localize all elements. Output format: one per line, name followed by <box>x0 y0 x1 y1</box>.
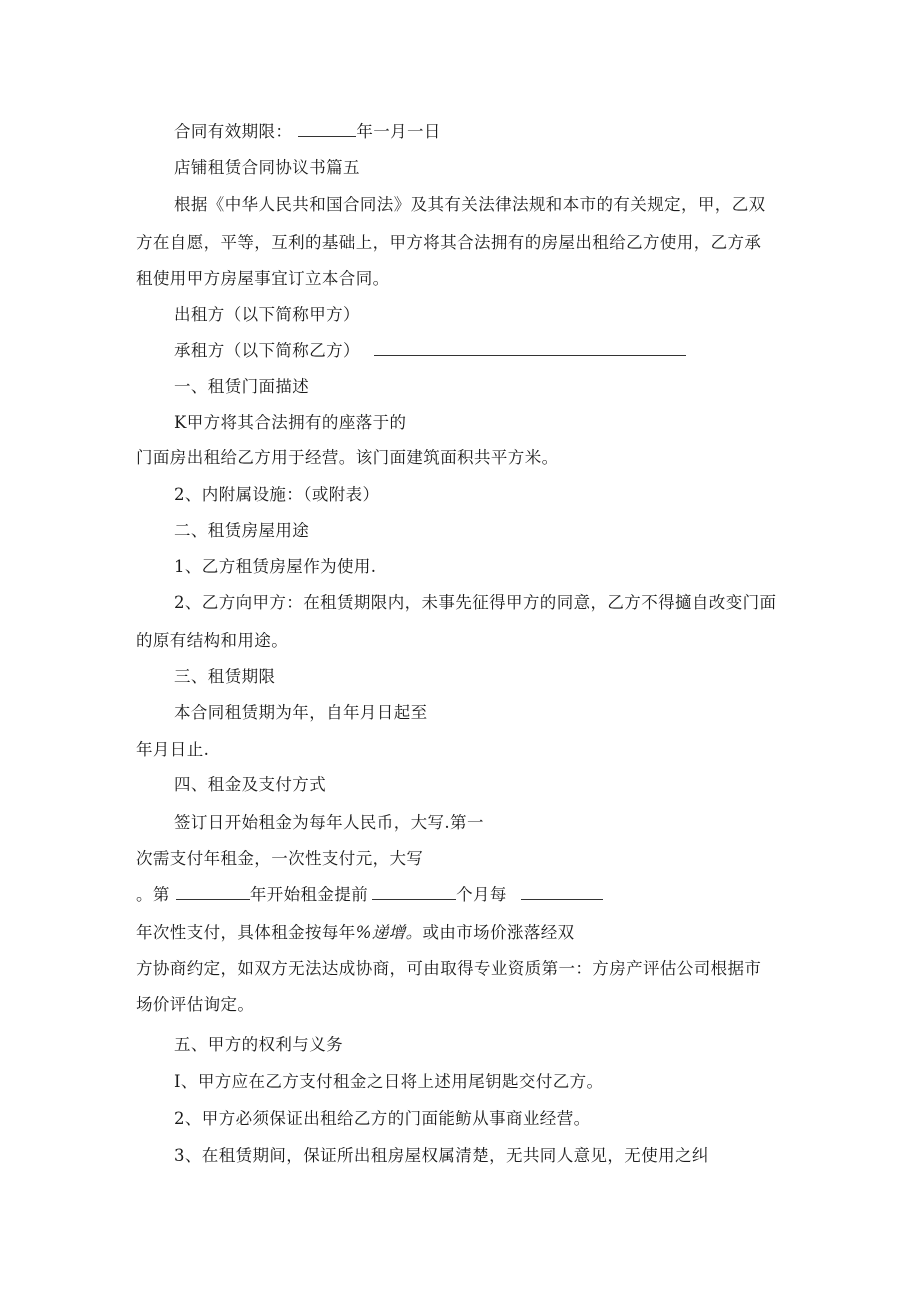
s5-title: 五、甲方的权利与义务 <box>174 1035 343 1054</box>
s4-title: 四、租金及支付方式 <box>174 775 327 794</box>
s1-item1-b: 门面房出租给乙方用于经营。该门面建筑面积共平方米。 <box>136 448 559 467</box>
s1-title: 一、租赁门面描述 <box>174 377 310 396</box>
s4-blank-1 <box>176 885 250 900</box>
s2-title: 二、租赁房屋用途 <box>174 521 310 540</box>
s4-text-a: 签订日开始租金为每年人民币，大写.第一 <box>174 813 484 832</box>
s2-item2-a: 2、乙方向甲方：在租赁期限内，未事先征得甲方的同意，乙方不得擿自改变门面 <box>174 593 777 612</box>
intro-line-2: 方在自愿，平等，互利的基础上，甲方将其合法拥有的房屋出租给乙方使用，乙方承 <box>136 233 762 252</box>
s5-item3: 3、在租赁期间，保证所出租房屋权属清楚，无共同人意见，无使用之纠 <box>174 1146 709 1165</box>
s4-text-d <box>136 922 575 944</box>
s4-text-b: 次需支付年租金，一次性支付元，大写 <box>136 849 424 868</box>
s1-item1-a: K甲方将其合法拥有的座落于的 <box>174 413 407 432</box>
s2-item1: 1、乙方租赁房屋作为使用. <box>174 557 377 576</box>
s3-text-a: 本合同租赁期为年，自年月日起至 <box>174 703 428 722</box>
s4-text-d1: 年次性支付，具体租金按每年 <box>136 923 356 942</box>
s4-text-d3: 或由市场价涨落经双 <box>422 923 575 942</box>
lessee-label: 承租方（以下简称乙方） <box>174 341 360 360</box>
validity-blank <box>298 122 356 137</box>
intro-line-3: 租使用甲方房屋事宜订立本合同。 <box>136 269 390 288</box>
s2-item2-b: 的原有结构和用途。 <box>136 631 289 650</box>
s4-blank-2 <box>372 885 456 900</box>
s4-text-c3: 个月每 <box>456 885 507 904</box>
s3-text-b: 年月日止. <box>136 740 210 759</box>
s4-text-c <box>136 884 603 906</box>
intro-line-1: 根据《中华人民共和国合同法》及其有关法律法规和本市的有关规定，甲，乙双 <box>174 195 766 214</box>
validity-label: 合同有效期限： <box>174 122 293 141</box>
section-title: 店铺租赁合同协议书篇五 <box>174 158 360 177</box>
lessee-blank <box>374 341 686 356</box>
s5-item2: 2、甲方必须保证出租给乙方的门面能鲂从事商业经营。 <box>174 1109 591 1128</box>
s4-text-c1: 。第 <box>136 885 170 904</box>
s5-item1: I、甲方应在乙方支付租金之日将上述用尾钥匙交付乙方。 <box>174 1072 604 1091</box>
lessor-line: 出租方（以下简称甲方） <box>174 305 360 324</box>
validity-suffix: 年一月一日 <box>356 122 441 141</box>
s4-text-c2: 年开始租金提前 <box>249 885 369 904</box>
s4-blank-3 <box>521 885 603 900</box>
s4-text-d2: %递增。 <box>355 923 423 942</box>
s3-title: 三、租赁期限 <box>174 667 276 686</box>
s4-text-e: 方协商约定，如双方无法达成协商，可由取得专业资质第一：方房产评估公司根据市 <box>136 959 762 978</box>
s1-item2: 2、内附属设施：（或附表） <box>174 485 380 504</box>
validity-line <box>174 121 441 143</box>
lessee-line <box>174 340 686 362</box>
s4-text-f: 场价评估询定。 <box>136 995 255 1014</box>
